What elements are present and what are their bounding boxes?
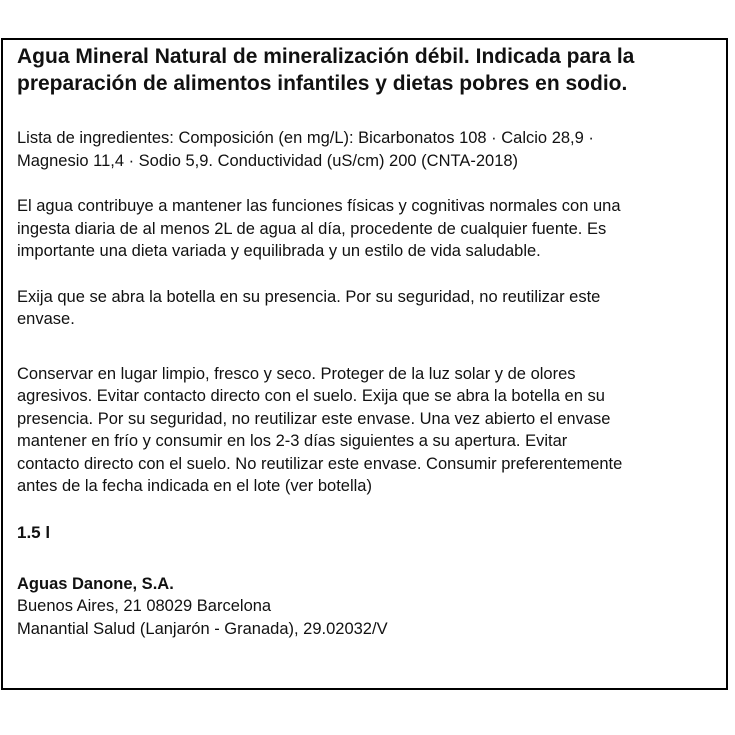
title-line: preparación de alimentos infantiles y dietas pobres en sodio.: [17, 72, 628, 95]
storage-line: Conservar en lugar limpio, fresco y seco. Proteger de la luz solar y de olores: [17, 364, 576, 383]
safety-notice: [17, 286, 728, 331]
ingredients-line: Lista de ingredientes: Composición (en mg/L): Bicarbonatos 108 · Calcio 28,9 ·: [17, 129, 594, 147]
claims-line: El agua contribuye a mantener las funciones físicas y cognitivas normales con una: [17, 197, 621, 215]
claims-line: importante una dieta variada y equilibrada y un estilo de vida saludable.: [17, 242, 541, 260]
storage-instructions: [17, 363, 728, 498]
ingredients-list: [17, 127, 728, 172]
notice-line: Exija que se abra la botella en su presencia. Por su seguridad, no reutilizar este: [17, 287, 601, 306]
spring-source: Manantial Salud (Lanjarón - Granada), 29.02032/V: [17, 619, 388, 638]
storage-line: antes de la fecha indicada en el lote (ver botella): [17, 477, 372, 495]
label-content: [17, 43, 728, 640]
storage-line: agresivos. Evitar contacto directo con el suelo. Exija que se abra la botella en su: [17, 387, 605, 405]
company-name: Aguas Danone, S.A.: [17, 574, 174, 593]
health-claims: [17, 195, 728, 263]
product-label: [1, 38, 728, 690]
company-address: Buenos Aires, 21 08029 Barcelona: [17, 597, 272, 615]
product-title: [17, 43, 728, 97]
net-volume: 1.5 l: [17, 522, 51, 542]
notice-line: envase.: [17, 310, 75, 328]
storage-line: contacto directo con el suelo. No reutilizar este envase. Consumir preferentemente: [17, 454, 623, 473]
storage-line: presencia. Por su seguridad, no reutilizar este envase. Una vez abierto el envase: [17, 409, 611, 428]
claims-line: ingesta diaria de al menos 2L de agua al día, procedente de cualquier fuente. Es: [17, 219, 607, 238]
ingredients-line: Magnesio 11,4 · Sodio 5,9. Conductividad (uS/cm) 200 (CNTA-2018): [17, 151, 519, 170]
title-line: Agua Mineral Natural de mineralización débil. Indicada para la: [17, 45, 635, 68]
storage-line: mantener en frío y consumir en los 2-3 días siguientes a su apertura. Evitar: [17, 432, 568, 450]
